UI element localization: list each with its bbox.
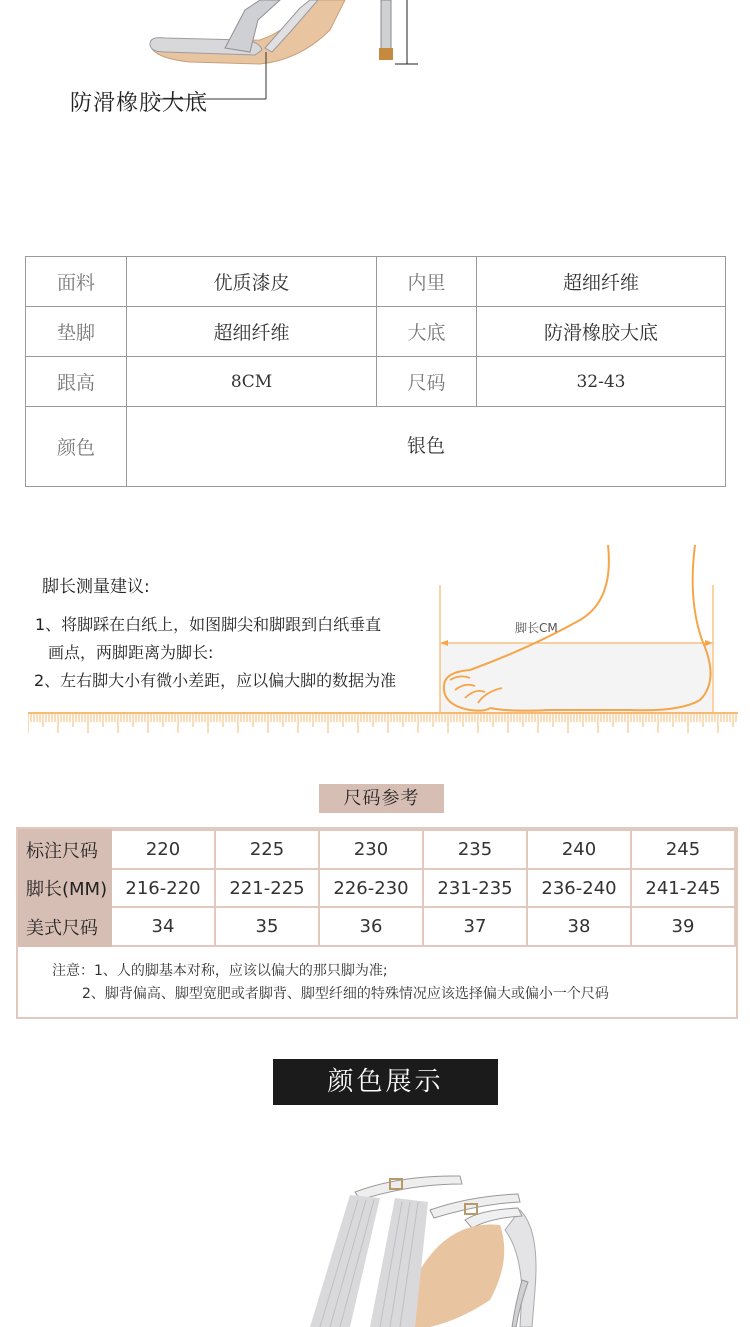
size-cell: 36 bbox=[319, 907, 423, 946]
spec-label: 尺码 bbox=[377, 357, 477, 407]
size-cell: 230 bbox=[319, 830, 423, 869]
size-row-label: 标注尺码 bbox=[19, 830, 111, 869]
spec-row bbox=[26, 357, 726, 407]
spec-value: 防滑橡胶大底 bbox=[477, 307, 726, 357]
measurement-title: 脚长测量建议: bbox=[42, 577, 150, 597]
spec-label: 跟高 bbox=[26, 357, 127, 407]
spec-label: 颜色 bbox=[26, 407, 127, 487]
size-cell: 231-235 bbox=[423, 869, 527, 907]
size-cell: 241-245 bbox=[631, 869, 735, 907]
size-cell: 235 bbox=[423, 830, 527, 869]
size-cell: 240 bbox=[527, 830, 631, 869]
foot-length-label: 脚长CM bbox=[515, 621, 558, 635]
spec-label: 大底 bbox=[377, 307, 477, 357]
spec-value: 优质漆皮 bbox=[127, 257, 377, 307]
spec-value: 超细纤维 bbox=[127, 307, 377, 357]
size-cell: 216-220 bbox=[111, 869, 215, 907]
size-table bbox=[18, 829, 736, 947]
size-chart-title: 尺码参考 bbox=[319, 784, 444, 813]
size-cell: 225 bbox=[215, 830, 319, 869]
size-row bbox=[19, 869, 735, 907]
measurement-step-2: 2、左右脚大小有微小差距，应以偏大脚的数据为准 bbox=[34, 671, 397, 690]
size-cell: 35 bbox=[215, 907, 319, 946]
color-display-banner: 颜色展示 bbox=[273, 1059, 498, 1105]
size-row-label: 脚长(MM) bbox=[19, 869, 111, 907]
spec-label: 面料 bbox=[26, 257, 127, 307]
spec-label: 垫脚 bbox=[26, 307, 127, 357]
size-cell: 221-225 bbox=[215, 869, 319, 907]
spec-label: 内里 bbox=[377, 257, 477, 307]
size-cell: 38 bbox=[527, 907, 631, 946]
size-row-label: 美式尺码 bbox=[19, 907, 111, 946]
measurement-step-1-cont: 画点，两脚距离为脚长: bbox=[48, 643, 214, 662]
spec-value: 银色 bbox=[127, 407, 726, 487]
size-row bbox=[19, 830, 735, 869]
spec-row-color bbox=[26, 407, 726, 487]
spec-value: 超细纤维 bbox=[477, 257, 726, 307]
size-cell: 245 bbox=[631, 830, 735, 869]
spec-table bbox=[25, 256, 726, 487]
size-cell: 220 bbox=[111, 830, 215, 869]
spec-value: 8CM bbox=[127, 357, 377, 407]
size-cell: 37 bbox=[423, 907, 527, 946]
size-cell: 39 bbox=[631, 907, 735, 946]
size-cell: 226-230 bbox=[319, 869, 423, 907]
spec-row bbox=[26, 307, 726, 357]
foot-diagram bbox=[430, 540, 750, 715]
measurement-step-1: 1、将脚踩在白纸上，如图脚尖和脚跟到白纸垂直 bbox=[35, 615, 382, 634]
spec-value: 32-43 bbox=[477, 357, 726, 407]
sole-callout-label: 防滑橡胶大底 bbox=[70, 91, 209, 116]
ruler-graphic bbox=[28, 710, 738, 734]
size-note-1: 注意：1、人的脚基本对称，应该以偏大的那只脚为准; bbox=[52, 963, 388, 979]
size-cell: 236-240 bbox=[527, 869, 631, 907]
shoe-pair-image bbox=[250, 1150, 590, 1327]
size-cell: 34 bbox=[111, 907, 215, 946]
spec-row bbox=[26, 257, 726, 307]
size-note-2: 2、脚背偏高、脚型宽肥或者脚背、脚型纤细的特殊情况应该选择偏大或偏小一个尺码 bbox=[82, 986, 609, 1002]
size-row bbox=[19, 907, 735, 946]
